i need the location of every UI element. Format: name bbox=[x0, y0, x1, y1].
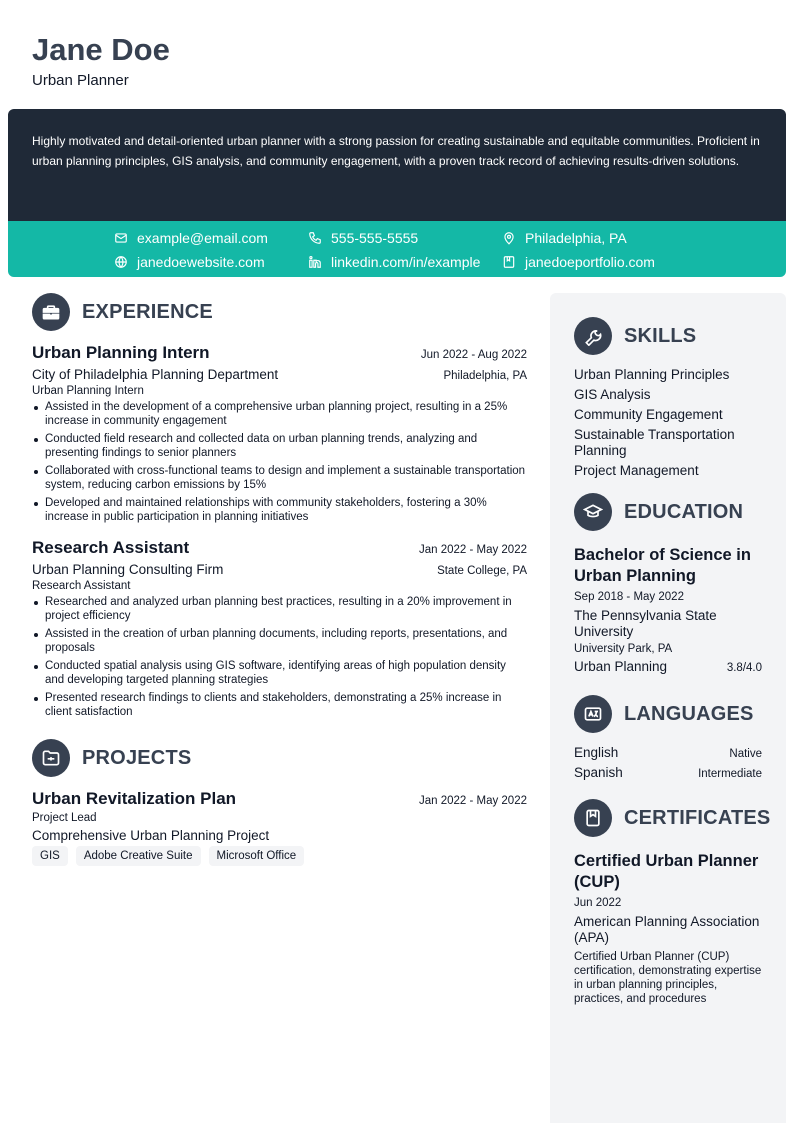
certificates-section bbox=[574, 799, 771, 1006]
certificates-title: CERTIFICATES bbox=[624, 806, 771, 829]
certificate-issuer: American Planning Association (APA) bbox=[574, 914, 760, 945]
main-column bbox=[32, 293, 527, 866]
briefcase-icon bbox=[32, 293, 70, 331]
languages-title: LANGUAGES bbox=[624, 702, 754, 725]
education-title: EDUCATION bbox=[624, 500, 744, 523]
sidebar-panel bbox=[550, 293, 786, 1123]
experience-title: EXPERIENCE bbox=[82, 300, 213, 323]
contact-bar bbox=[8, 221, 786, 277]
education-degree: Bachelor of Science in Urban Planning bbox=[574, 546, 751, 585]
bullet: Researched and analyzed urban planning best practices, resulting in a 20% improvement in project efficiency bbox=[32, 595, 527, 623]
experience-header bbox=[32, 293, 527, 331]
bullet: Developed and maintained relationships with community stakeholders, fostering a 30% increase in public participation in planning initiatives bbox=[32, 496, 527, 524]
job-location: State College, PA bbox=[437, 565, 527, 577]
portfolio-icon bbox=[502, 255, 516, 269]
certificate-icon bbox=[574, 799, 612, 837]
certificate-description: Certified Urban Planner (CUP) certification, demonstrating expertise in urban planning principles, practices, and procedures bbox=[574, 951, 762, 1005]
bullet: Assisted in the creation of urban planning documents, including reports, presentations, and proposals bbox=[32, 627, 527, 655]
job-title: Research Assistant bbox=[32, 538, 190, 557]
skill-item: Urban Planning Principles bbox=[574, 367, 730, 382]
contact-location-text: Philadelphia, PA bbox=[525, 230, 627, 246]
bullet: Collaborated with cross-functional teams to design and implement a sustainable transportation system, reducing carbon emissions by 15% bbox=[32, 464, 527, 492]
language-level: Native bbox=[729, 748, 762, 760]
skill-item: GIS Analysis bbox=[574, 387, 651, 402]
contact-linkedin[interactable] bbox=[308, 253, 480, 271]
job-bullets bbox=[32, 595, 527, 719]
education-location: University Park, PA bbox=[574, 643, 673, 655]
skills-list bbox=[574, 367, 762, 479]
education-gpa: 3.8/4.0 bbox=[726, 662, 762, 674]
bullet: Conducted spatial analysis using GIS software, identifying areas of high population density and developing targeted planning strategies bbox=[32, 659, 527, 687]
contact-email-text: example@email.com bbox=[137, 230, 268, 246]
contact-email[interactable] bbox=[114, 229, 268, 247]
mail-icon bbox=[114, 231, 128, 245]
certificate-name: Certified Urban Planner (CUP) bbox=[574, 852, 759, 891]
tag: Adobe Creative Suite bbox=[76, 846, 201, 866]
bullet: Presented research findings to clients and stakeholders, demonstrating a 25% increase in client satisfaction bbox=[32, 691, 527, 719]
contact-phone[interactable] bbox=[308, 229, 418, 247]
translate-icon bbox=[574, 695, 612, 733]
skills-header bbox=[574, 317, 762, 355]
summary-block: Highly motivated and detail-oriented urban planner with a strong passion for creating sustainable and equitable communities. Proficient in urban planning principles, GIS analysis, and community engagement, with a proven track record of achieving results-driven solutions. bbox=[8, 109, 786, 221]
education-major: Urban Planning bbox=[574, 659, 668, 674]
phone-icon bbox=[308, 231, 322, 245]
certificate-date: Jun 2022 bbox=[574, 897, 622, 909]
linkedin-icon bbox=[308, 255, 322, 269]
job-title: Urban Planning Intern bbox=[32, 343, 210, 362]
graduation-cap-icon bbox=[574, 493, 612, 531]
job-role: Research Assistant bbox=[32, 580, 131, 592]
contact-phone-text: 555-555-5555 bbox=[331, 230, 419, 246]
job-company: City of Philadelphia Planning Department bbox=[32, 367, 279, 382]
candidate-name: Jane Doe bbox=[32, 32, 170, 67]
job-bullets bbox=[32, 400, 527, 524]
job-company: Urban Planning Consulting Firm bbox=[32, 562, 224, 577]
job-location: Philadelphia, PA bbox=[443, 370, 527, 382]
wrench-icon bbox=[574, 317, 612, 355]
education-date: Sep 2018 - May 2022 bbox=[574, 591, 684, 603]
bullet: Conducted field research and collected data on urban planning trends, analyzing and presenting findings to senior planners bbox=[32, 432, 527, 460]
language-name: English bbox=[574, 745, 619, 760]
contact-website-text: janedoewebsite.com bbox=[137, 254, 265, 270]
languages-header bbox=[574, 695, 762, 733]
project-subtitle: Comprehensive Urban Planning Project bbox=[32, 828, 270, 843]
map-pin-icon bbox=[502, 231, 516, 245]
experience-item bbox=[32, 538, 527, 719]
folder-icon bbox=[32, 739, 70, 777]
language-level: Intermediate bbox=[698, 768, 762, 780]
language-row bbox=[574, 765, 762, 781]
globe-icon bbox=[114, 255, 128, 269]
contact-portfolio[interactable] bbox=[502, 253, 655, 271]
contact-portfolio-text: janedoeportfolio.com bbox=[525, 254, 655, 270]
project-tags bbox=[32, 846, 527, 866]
job-role: Urban Planning Intern bbox=[32, 385, 144, 397]
project-role: Project Lead bbox=[32, 812, 97, 824]
language-name: Spanish bbox=[574, 765, 623, 780]
contact-location bbox=[502, 229, 627, 247]
project-date: Jan 2022 - May 2022 bbox=[418, 795, 527, 807]
skill-item: Sustainable Transportation Planning bbox=[574, 427, 735, 458]
job-date: Jan 2022 - May 2022 bbox=[418, 544, 527, 556]
tag: GIS bbox=[32, 846, 68, 866]
education-school: The Pennsylvania State University bbox=[574, 608, 717, 639]
bullet: Assisted in the development of a comprehensive urban planning project, resulting in a 25% increase in community engagement bbox=[32, 400, 527, 428]
language-row bbox=[574, 745, 762, 761]
skills-title: SKILLS bbox=[624, 324, 697, 347]
certificates-header bbox=[574, 799, 771, 837]
candidate-title: Urban Planner bbox=[32, 72, 129, 89]
resume-header bbox=[32, 30, 170, 89]
project-title: Urban Revitalization Plan bbox=[32, 789, 237, 808]
experience-item bbox=[32, 343, 527, 524]
job-date: Jun 2022 - Aug 2022 bbox=[420, 349, 527, 361]
contact-website[interactable] bbox=[114, 253, 265, 271]
project-item bbox=[32, 789, 527, 866]
education-header bbox=[574, 493, 762, 531]
contact-linkedin-text: linkedin.com/in/example bbox=[331, 254, 481, 270]
projects-header bbox=[32, 739, 527, 777]
skills-section bbox=[574, 317, 762, 479]
projects-title: PROJECTS bbox=[82, 746, 192, 769]
skill-item: Community Engagement bbox=[574, 407, 723, 422]
tag: Microsoft Office bbox=[209, 846, 305, 866]
skill-item: Project Management bbox=[574, 463, 699, 478]
languages-section bbox=[574, 695, 762, 781]
education-section bbox=[574, 493, 762, 675]
